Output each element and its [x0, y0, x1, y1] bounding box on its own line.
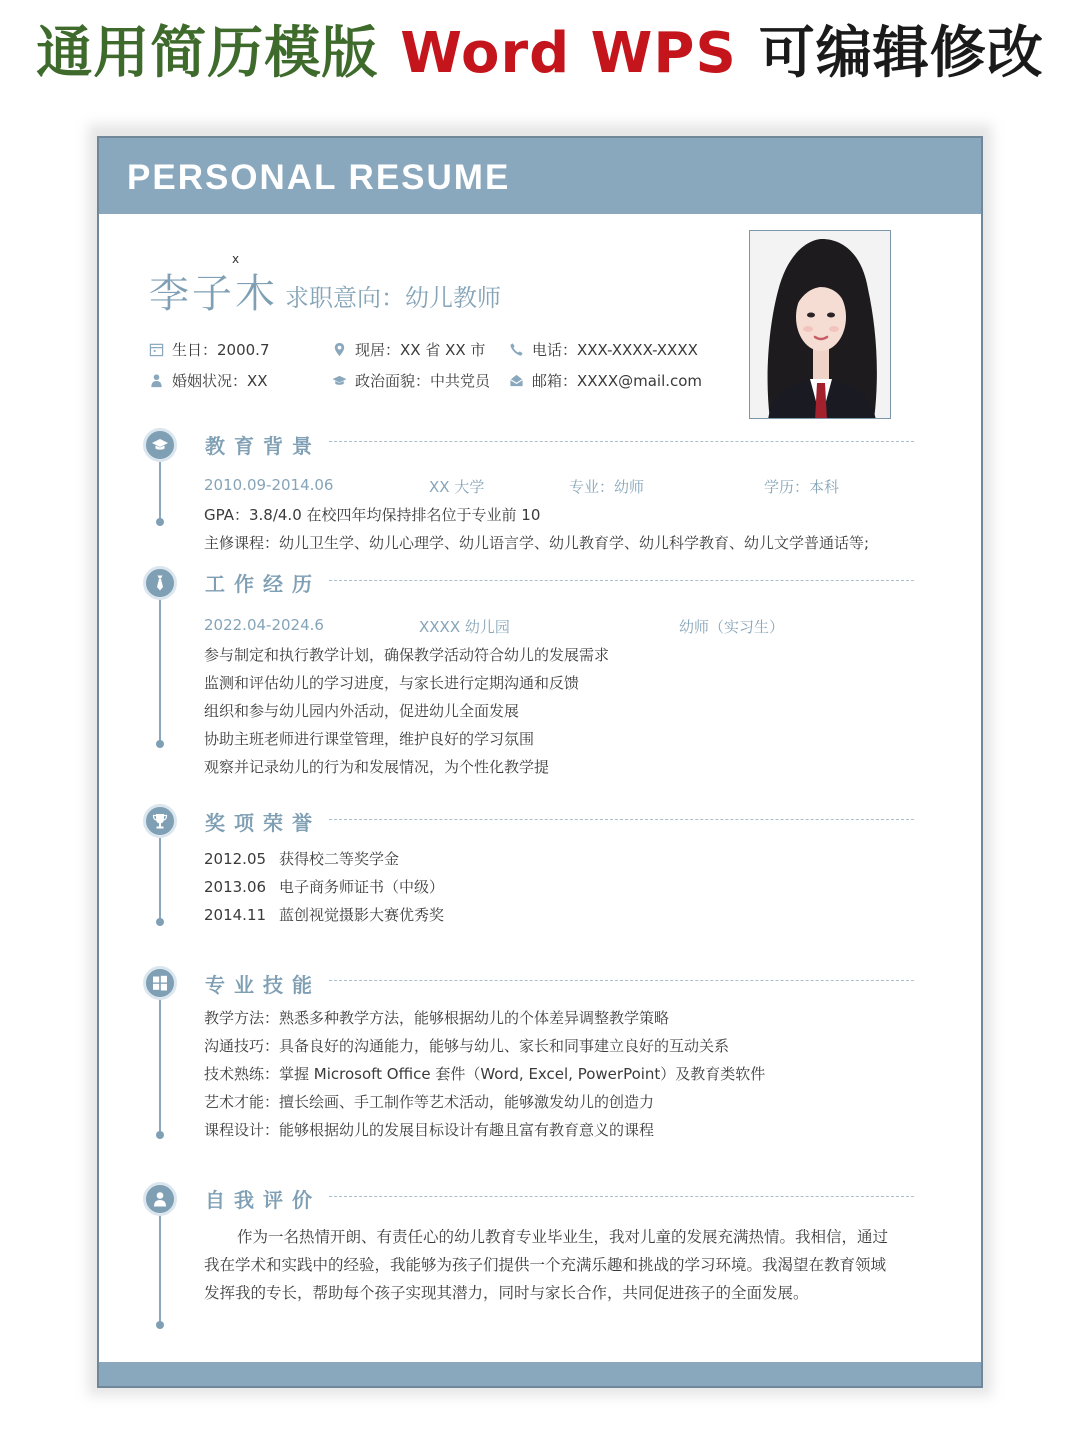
banner-title-formats: Word WPS	[400, 21, 737, 86]
education-school: XX 大学	[429, 478, 485, 496]
education-period: 2010.09-2014.06	[204, 476, 334, 494]
work-line: 参与制定和执行教学计划，确保教学活动符合幼儿的发展需求	[204, 646, 610, 664]
timeline-line-self-eval	[159, 1206, 161, 1324]
phone-icon	[509, 342, 524, 357]
birthday-text: 生日：2000.7	[172, 341, 270, 359]
section-rule-work	[329, 580, 914, 581]
trophy-icon	[151, 812, 169, 830]
award-item	[204, 848, 399, 869]
skill-line: 沟通技巧：具备良好的沟通能力，能够与幼儿、家长和同事建立良好的互动关系	[204, 1037, 730, 1055]
timeline-dot-education	[156, 518, 164, 526]
candidate-name: 李子木	[149, 271, 278, 317]
work-period: 2022.04-2024.6	[204, 616, 324, 634]
tie-icon	[151, 574, 169, 592]
award-text: 电子商务师证书（中级）	[279, 878, 445, 896]
timeline-line-work	[159, 588, 161, 744]
education-degree: 学历：本科	[764, 478, 840, 496]
timeline-dot-work	[156, 740, 164, 748]
section-rule-education	[329, 441, 914, 442]
job-objective: 求职意向：幼儿教师	[285, 284, 501, 312]
work-line: 组织和参与幼儿园内外活动，促进幼儿全面发展	[204, 702, 520, 720]
timeline-dot-awards	[156, 918, 164, 926]
calendar-icon	[149, 342, 164, 357]
section-title-awards: 奖项荣誉	[205, 811, 321, 835]
award-item	[204, 904, 444, 925]
info-birthday	[149, 339, 270, 360]
political-text: 政治面貌：中共党员	[355, 372, 491, 390]
promo-banner	[0, 14, 1080, 94]
award-date: 2014.11	[204, 906, 267, 924]
timeline-dot-skills	[156, 1131, 164, 1139]
info-political	[332, 370, 490, 391]
education-line: 主修课程：幼儿卫生学、幼儿心理学、幼儿语言学、幼儿教育学、幼儿科学教育、幼儿文学普通话等;	[204, 534, 870, 552]
section-title-work: 工作经历	[205, 572, 321, 596]
location-pin-icon	[332, 342, 347, 357]
timeline-dot-self-eval	[156, 1321, 164, 1329]
skill-line: 教学方法：熟悉多种教学方法，能够根据幼儿的个体差异调整教学策略	[204, 1009, 670, 1027]
resume-footer-bar	[99, 1362, 981, 1386]
phone-text: 电话：XXX-XXXX-XXXX	[532, 341, 698, 359]
residence-text: 现居：XX 省 XX 市	[355, 341, 486, 359]
work-line: 协助主班老师进行课堂管理，维护良好的学习氛围	[204, 730, 535, 748]
education-line: GPA：3.8/4.0 在校四年均保持排名位于专业前 10	[204, 506, 541, 524]
section-title-skills: 专业技能	[205, 973, 321, 997]
section-rule-awards	[329, 819, 914, 820]
section-icon-work	[143, 566, 177, 600]
email-text: 邮箱：XXXX@mail.com	[532, 372, 703, 390]
work-line: 监测和评估幼儿的学习进度，与家长进行定期沟通和反馈	[204, 674, 580, 692]
graduation-cap-icon	[151, 436, 169, 454]
info-residence	[332, 339, 485, 360]
work-company: XXXX 幼儿园	[419, 618, 510, 636]
timeline-line-skills	[159, 990, 161, 1134]
skill-line: 艺术才能：擅长绘画、手工制作等艺术活动，能够激发幼儿的创造力	[204, 1093, 655, 1111]
section-icon-education	[143, 428, 177, 462]
info-phone	[509, 339, 698, 360]
section-title-self-eval: 自我评价	[205, 1188, 321, 1212]
info-email	[509, 370, 702, 391]
section-title-education: 教育背景	[205, 434, 321, 458]
mail-icon	[509, 373, 524, 388]
windows-grid-icon	[151, 974, 169, 992]
work-role: 幼师（实习生）	[679, 618, 785, 636]
section-rule-self-eval	[329, 1196, 914, 1197]
info-marital	[149, 370, 268, 391]
marital-text: 婚姻状况：XX	[172, 372, 268, 390]
timeline-line-awards	[159, 828, 161, 922]
section-icon-skills	[143, 966, 177, 1000]
user-icon	[151, 1190, 169, 1208]
section-icon-self-eval	[143, 1182, 177, 1216]
resume-header-bar	[99, 138, 981, 214]
section-rule-skills	[329, 980, 914, 981]
self-eval-paragraph	[204, 1223, 894, 1307]
portrait-illustration	[750, 231, 891, 419]
person-icon	[149, 373, 164, 388]
award-text: 蓝创视觉摄影大赛优秀奖	[279, 906, 445, 924]
self-eval-text: 作为一名热情开朗、有责任心的幼儿教育专业毕业生，我对儿童的发展充满热情。我相信，通过我在学术和实践中的经验，我能够为孩子们提供一个充满乐趣和挑战的学习环境。我渴望在教育领域发挥我的专长，帮助每个孩子实现其潜力，同时与家长合作，共同促进孩子的全面发展。	[204, 1228, 889, 1302]
section-icon-awards	[143, 804, 177, 838]
skill-line: 课程设计：能够根据幼儿的发展目标设计有趣且富有教育意义的课程	[204, 1121, 655, 1139]
resume-sheet	[97, 136, 983, 1388]
banner-title-cn: 通用简历模版	[36, 21, 379, 86]
education-major: 专业：幼师	[569, 478, 645, 496]
skill-line: 技术熟练：掌握 Microsoft Office 套件（Word, Excel, PowerPoint）及教育类软件	[204, 1065, 766, 1083]
award-date: 2013.06	[204, 878, 267, 896]
resume-header-title: PERSONAL RESUME	[127, 158, 511, 197]
banner-title-editable: 可编辑修改	[758, 21, 1044, 86]
graduation-cap-icon	[332, 373, 347, 388]
profile-photo	[749, 230, 891, 419]
award-item	[204, 876, 444, 897]
name-mark: x	[232, 252, 240, 266]
award-date: 2012.05	[204, 850, 267, 868]
award-text: 获得校二等奖学金	[279, 850, 400, 868]
work-line: 观察并记录幼儿的行为和发展情况，为个性化教学提	[204, 758, 550, 776]
